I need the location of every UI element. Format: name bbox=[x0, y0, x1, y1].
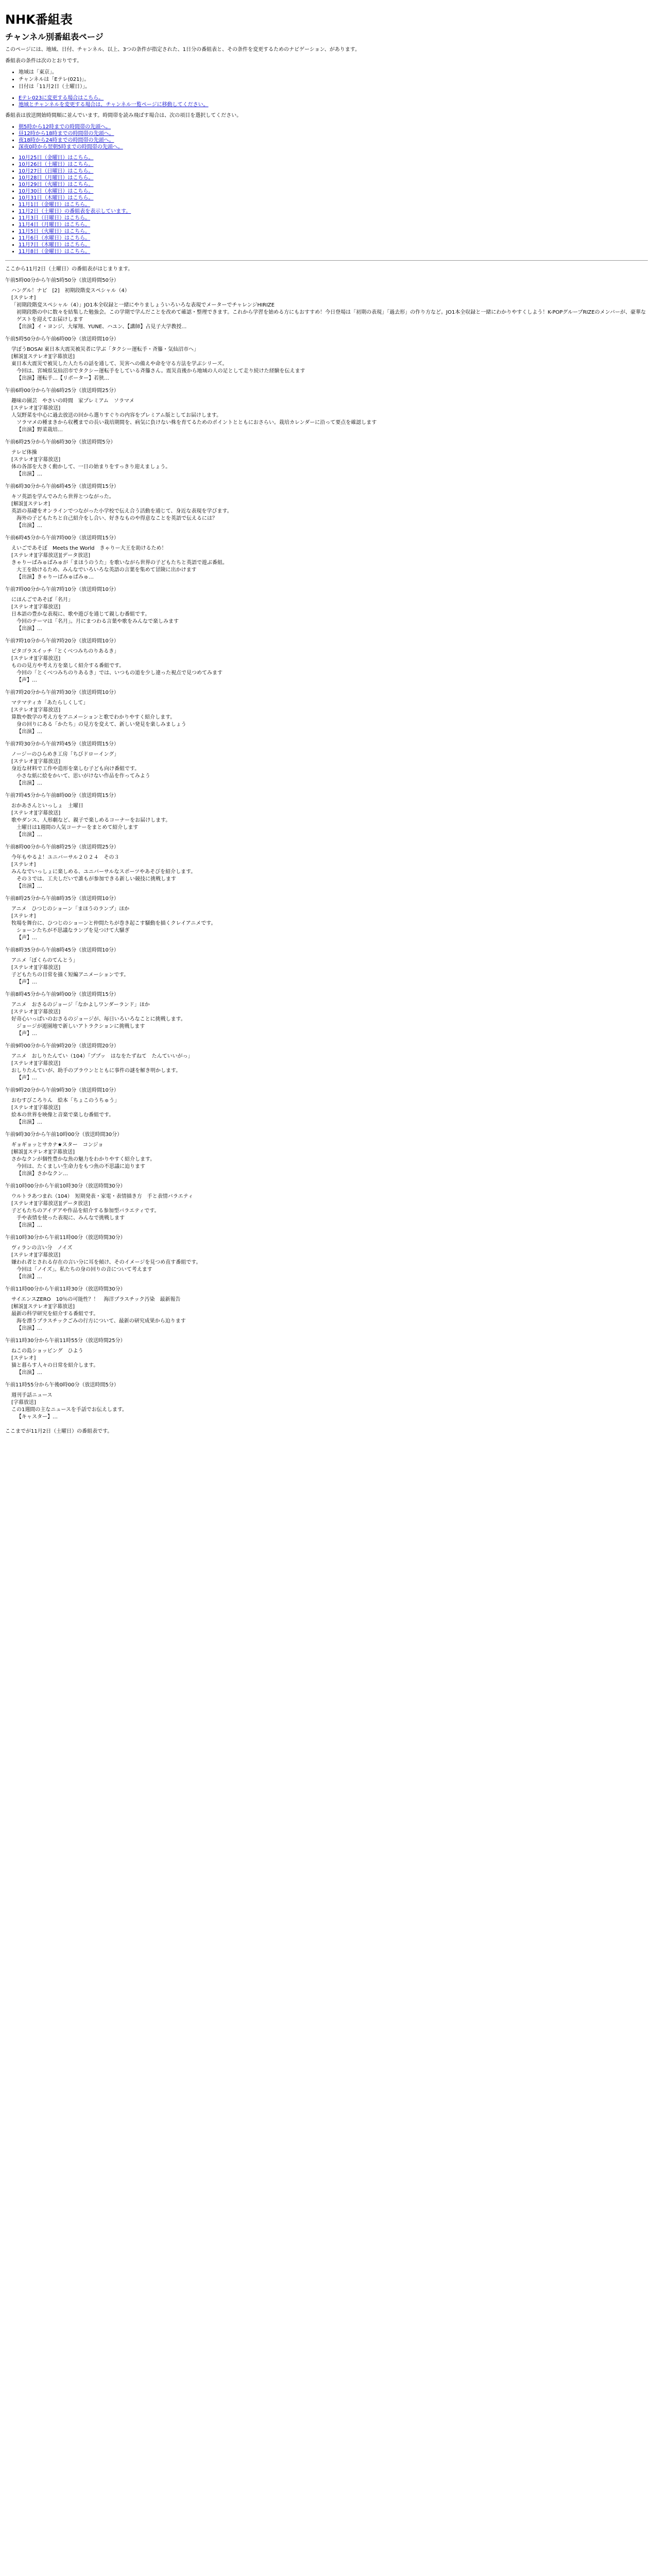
date-link-item bbox=[19, 222, 648, 228]
program-detail: 【出演】… bbox=[16, 1223, 42, 1228]
program-title: 週刊手話ニュース bbox=[11, 1393, 53, 1398]
program-body bbox=[5, 1392, 648, 1421]
program-detail: 今回のテーマは「名月」。月にまつわる言葉や歌をみんなで楽しみます bbox=[16, 619, 179, 624]
program-time: 午前9時20分から午前9時30分（放送時間10分） bbox=[5, 1088, 119, 1093]
program-label: [ステレオ] bbox=[11, 295, 36, 301]
schedule-end-note: ここまでが11月2日（土曜日）の番組表です。 bbox=[5, 1429, 113, 1434]
time-link-evening[interactable]: 夜18時から24時までの時間帯の先頭へ。 bbox=[19, 138, 114, 143]
program-description: 日本語の豊かな表現に、歌や遊びを通じて親しむ番組です。 bbox=[11, 612, 150, 617]
program-description: 絵本の世界を映像と音楽で楽しむ番組です。 bbox=[11, 1112, 114, 1118]
program-body bbox=[5, 1193, 648, 1229]
date-link[interactable]: 10月31日（木曜日）はこちら。 bbox=[19, 195, 94, 201]
program-list bbox=[5, 277, 648, 1421]
program-body bbox=[5, 545, 648, 581]
program-time: 午前7時30分から午前7時45分（放送時間15分） bbox=[5, 741, 119, 747]
program-description: 体の各部を大きく動かして、一日の始まりをすっきり迎えましょう。 bbox=[11, 464, 171, 470]
program-description: 人気野菜を中心に過去放送の回から選りすぐりの内容をプレミアム版としてお届けします。 bbox=[11, 413, 222, 418]
program-detail: 今回は、宮城県気仙沼市でタクシー運転手をしている斉籐さん。震災直後から地域の人の足として走り続けた経験を伝えます bbox=[16, 368, 305, 374]
program-label: [ステレオ][字幕放送] bbox=[11, 810, 61, 816]
program-body bbox=[5, 1142, 648, 1178]
schedule-start-heading: ここから11月2日（土曜日）の番組表がはじまります。 bbox=[5, 266, 133, 272]
program-title: おむすびころりん 絵本「ちょこのうちゅう」 bbox=[11, 1098, 119, 1104]
condition-item: • 地域は「東京」。 bbox=[19, 69, 648, 76]
time-link-morning[interactable]: 朝5時から12時までの時間帯の先頭へ。 bbox=[19, 124, 111, 130]
program-body bbox=[5, 1002, 648, 1038]
program-body bbox=[5, 751, 648, 787]
date-link-item bbox=[19, 242, 648, 248]
program-description: 最新の科学研究を紹介する番組です。 bbox=[11, 1311, 99, 1317]
program-description: 身近な材料で工作や造形を楽しむ子ども向け番組です。 bbox=[11, 766, 140, 772]
program-entry bbox=[5, 483, 648, 530]
program-label: [ステレオ][字幕放送][データ放送] bbox=[11, 1201, 91, 1207]
time-links bbox=[5, 124, 648, 150]
program-entry bbox=[5, 844, 648, 890]
date-link-current[interactable]: 11月2日（土曜日）の番組表を表示しています。 bbox=[19, 209, 131, 214]
program-time: 午前5時00分から午前5時50分（放送時間50分） bbox=[5, 278, 119, 283]
change-link-item bbox=[19, 101, 648, 108]
program-description: 好奇心いっぱいのおさるのジョージが、毎日いろいろなことに挑戦します。 bbox=[11, 1016, 186, 1022]
program-label: [字幕放送] bbox=[11, 1400, 36, 1405]
program-title: ヴィランの言い分 ノイズ bbox=[11, 1245, 73, 1251]
program-body bbox=[5, 957, 648, 986]
date-link-item bbox=[19, 228, 648, 235]
date-link-item bbox=[19, 188, 648, 195]
program-detail: 【キャスター】… bbox=[16, 1414, 58, 1420]
program-description: さかなクンが個性豊かな魚の魅力をわかりやすく紹介します。 bbox=[11, 1157, 156, 1162]
program-detail: 今回は「ノイズ」。私たちの身の回りの音について考えます bbox=[16, 1267, 152, 1273]
date-link[interactable]: 11月8日（金曜日）はこちら。 bbox=[19, 249, 91, 255]
program-time: 午前8時45分から午前9時00分（放送時間15分） bbox=[5, 992, 119, 997]
program-label: [ステレオ][字幕放送] bbox=[11, 1252, 61, 1258]
program-title: ピタゴラスイッチ「とくべつみちのりあるき」 bbox=[11, 649, 119, 654]
program-body bbox=[5, 803, 648, 839]
program-title: サイエンスZERO 10％の可能性？！ 海洋プラスチック汚染 最新報告 bbox=[11, 1297, 181, 1302]
program-detail: 【声】… bbox=[16, 979, 37, 985]
program-detail: 海外の子どもたちと自己紹介をし合い、好きなものや得意なことを英語で伝えるには？ bbox=[16, 516, 217, 521]
program-label: [ステレオ][字幕放送][データ放送] bbox=[11, 553, 91, 558]
program-body bbox=[5, 700, 648, 736]
program-detail: 【出演】… bbox=[16, 729, 42, 735]
program-time: 午前6時00分から午前6時25分（放送時間25分） bbox=[5, 388, 119, 394]
program-entry bbox=[5, 336, 648, 382]
program-label: [解説][ステレオ] bbox=[11, 501, 50, 507]
program-time: 午前6時30分から午前6時45分（放送時間15分） bbox=[5, 484, 119, 489]
program-body bbox=[5, 346, 648, 382]
divider bbox=[5, 260, 648, 261]
program-body bbox=[5, 854, 648, 890]
date-link-item bbox=[19, 161, 648, 168]
program-detail: 【出演】… bbox=[16, 1326, 42, 1331]
program-body bbox=[5, 648, 648, 684]
program-detail: 初期段階の中に数々を結集した勉強会。この学期で学んだことを改めて確認・整理できます。これから学習を始める方にもおすすめ！今日登場は「初期の表現」「過去形」の作り方など。JO1本全収録と一緒にわかりやすくしよう！K-POPグループRIZEのメンバーが、豪華なゲストを迎えてお届けします bbox=[16, 310, 646, 323]
program-entry bbox=[5, 387, 648, 434]
date-link[interactable]: 11月6日（水曜日）はこちら。 bbox=[19, 235, 91, 241]
program-entry bbox=[5, 586, 648, 633]
program-title: アニメ おさるのジョージ「なかよしワンダーランド」ほか bbox=[11, 1002, 150, 1008]
program-label: [解説][ステレオ][字幕放送] bbox=[11, 1149, 75, 1155]
conditions-list bbox=[5, 69, 648, 91]
program-description: 東日本大震災で被災した人たちの話を通して、災害への備えや命を守る方法を学ぶシリーズ。 bbox=[11, 361, 228, 367]
program-body bbox=[5, 1348, 648, 1377]
program-detail: 【声】… bbox=[16, 1031, 37, 1037]
program-detail: 土曜日は1週間の人気コーナーをまとめて紹介します bbox=[16, 825, 139, 831]
page-title: NHK番組表 bbox=[5, 12, 73, 27]
date-link-item bbox=[19, 175, 648, 181]
program-time: 午前6時25分から午前6時30分（放送時間5分） bbox=[5, 439, 116, 445]
program-entry bbox=[5, 895, 648, 942]
program-entry bbox=[5, 1043, 648, 1082]
time-link-afternoon[interactable]: 昼12時から18時までの時間帯の先頭へ。 bbox=[19, 131, 114, 137]
program-label: [ステレオ][字幕放送] bbox=[11, 707, 61, 713]
program-entry bbox=[5, 439, 648, 478]
program-description: きゃりーぱみゅぱみゅが「まほうのうた」を歌いながら世界の子どもたちと英語で遊ぶ番組。 bbox=[11, 560, 228, 566]
date-link-item bbox=[19, 248, 648, 255]
program-time: 午前7時10分から午前7時20分（放送時間10分） bbox=[5, 638, 119, 644]
program-detail: 【出演】… bbox=[16, 1120, 42, 1125]
program-time: 午前7時00分から午前7時10分（放送時間10分） bbox=[5, 587, 119, 592]
program-body bbox=[5, 1245, 648, 1281]
program-detail: 【出演】運転手…【リポーター】若狭… bbox=[16, 376, 109, 381]
program-body bbox=[5, 287, 648, 331]
date-link[interactable]: 11月5日（火曜日）はこちら。 bbox=[19, 229, 91, 234]
change-link-item bbox=[19, 95, 648, 101]
program-time: 午前9時30分から午前10時00分（放送時間30分） bbox=[5, 1132, 123, 1138]
program-detail: 【出演】… bbox=[16, 471, 42, 477]
program-entry bbox=[5, 638, 648, 684]
program-title: おかあさんといっしょ 土曜日 bbox=[11, 803, 83, 809]
date-link[interactable]: 11月3日（日曜日）はこちら。 bbox=[19, 215, 91, 221]
program-label: [ステレオ][字幕放送] bbox=[11, 604, 61, 610]
program-title: キソ英語を学んでみたら世界とつながった。 bbox=[11, 494, 114, 500]
program-title: えいごであそぼ Meets the World きゃりー大王を助けるため！ bbox=[11, 546, 167, 551]
program-entry bbox=[5, 1087, 648, 1126]
program-entry bbox=[5, 1183, 648, 1229]
program-label: [ステレオ][字幕放送] bbox=[11, 759, 61, 765]
program-title: ノージーのひらめき工房「ちびドローイング」 bbox=[11, 752, 119, 757]
program-description: この1週間の主なニュースを手話でお伝えします。 bbox=[11, 1407, 128, 1413]
program-detail: 今回の「とくべつみちのりあるき」では、いつもの道を少し違った視点で見つめてみます bbox=[16, 670, 222, 676]
date-link[interactable]: 10月28日（月曜日）はこちら。 bbox=[19, 175, 94, 181]
program-description: 子どもたちのアイデアや作品を紹介する参加型バラエティです。 bbox=[11, 1208, 160, 1214]
program-detail: 小さな紙に絵をかいて、思いがけない作品を作ってみよう bbox=[16, 773, 150, 779]
program-detail: 【出演】… bbox=[16, 1274, 42, 1280]
program-title: マテマティカ「あたらしくして」 bbox=[11, 700, 89, 706]
program-label: [ステレオ][字幕放送] bbox=[11, 1061, 61, 1066]
date-link-item bbox=[19, 195, 648, 201]
program-title: 今年もやるよ！ユニバーサル２０２４ その３ bbox=[11, 855, 119, 860]
program-detail: 【出演】… bbox=[16, 626, 42, 632]
program-label: [ステレオ][字幕放送] bbox=[11, 405, 61, 411]
program-time: 午前5時50分から午前6時00分（放送時間10分） bbox=[5, 336, 119, 342]
program-body bbox=[5, 494, 648, 530]
date-link-item bbox=[19, 215, 648, 222]
program-detail: 【出演】… bbox=[16, 781, 42, 786]
program-label: [ステレオ] bbox=[11, 1355, 36, 1361]
date-link-item bbox=[19, 155, 648, 161]
program-time: 午前11時00分から午前11時30分（放送時間30分） bbox=[5, 1286, 126, 1292]
program-detail: ショーンたちが不思議なランプを見つけて大騒ぎ bbox=[16, 928, 130, 934]
program-label: [ステレオ][字幕放送] bbox=[11, 457, 61, 463]
program-entry bbox=[5, 1382, 648, 1421]
program-entry bbox=[5, 1234, 648, 1281]
program-time: 午前11時30分から午前11時55分（放送時間25分） bbox=[5, 1338, 126, 1344]
program-label: [ステレオ] bbox=[11, 862, 36, 868]
date-link-item bbox=[19, 208, 648, 215]
page-subtitle: チャンネル別番組表ページ bbox=[5, 32, 104, 42]
change-channel-link[interactable]: Eテレ023に変更する場合はこちら。 bbox=[19, 95, 104, 101]
change-links bbox=[5, 95, 648, 108]
program-description: おしりたんていが、助手のブラウンとともに事件の謎を解き明かします。 bbox=[11, 1068, 181, 1074]
date-link[interactable]: 11月7日（木曜日）はこちら。 bbox=[19, 242, 91, 248]
program-title: ハングル！ナビ [2] 初期段階変スペシャル（4） bbox=[11, 288, 130, 294]
program-description: 歌やダンス、人形劇など、親子で楽しめるコーナーをお届けします。 bbox=[11, 818, 171, 823]
date-links bbox=[5, 155, 648, 255]
program-time: 午前6時45分から午前7時00分（放送時間15分） bbox=[5, 535, 119, 541]
date-link[interactable]: 10月27日（日曜日）はこちら。 bbox=[19, 168, 94, 174]
program-time: 午前8時25分から午前8時35分（放送時間10分） bbox=[5, 896, 119, 902]
program-label: [ステレオ][字幕放送] bbox=[11, 656, 61, 662]
program-title: 学ぼうBOSAI 東日本大震災被災者に学ぶ「タクシー運転手・斉籐・気仙沼市へ」 bbox=[11, 347, 199, 352]
program-time: 午前11時55分から午後0時00分（放送時間5分） bbox=[5, 1382, 119, 1388]
date-link[interactable]: 10月30日（水曜日）はこちら。 bbox=[19, 189, 94, 194]
program-entry bbox=[5, 535, 648, 581]
program-label: [解説][ステレオ][字幕放送] bbox=[11, 354, 75, 360]
program-title: アニメ ひつじのショーン「まほうのランプ」ほか bbox=[11, 906, 130, 912]
program-label: [ステレオ][字幕放送] bbox=[11, 1105, 61, 1111]
program-description: 嫌われ者とされる存在の言い分に耳を傾け、そのイメージを見つめ直す番組です。 bbox=[11, 1260, 201, 1265]
program-label: [解説][ステレオ][字幕放送] bbox=[11, 1304, 75, 1310]
program-time: 午前10時30分から午前11時00分（放送時間30分） bbox=[5, 1235, 126, 1241]
program-entry bbox=[5, 741, 648, 787]
date-link[interactable]: 11月4日（月曜日）はこちら。 bbox=[19, 222, 91, 228]
program-body bbox=[5, 597, 648, 633]
program-detail: 【声】… bbox=[16, 935, 37, 941]
program-entry bbox=[5, 1286, 648, 1332]
page-intro: このページには、地域、日付、チャンネル、以上、3つの条件が指定された、1日分の番組表と、その条件を変更するためのナビゲーション、があります。 bbox=[5, 47, 360, 53]
program-detail: ソラマメの種まきから収穫までの長い栽培期間を、病気に負けない株を育てるためのポイントとともにおさらい。栽培カレンダーに沿って要点を確認します bbox=[16, 420, 377, 426]
program-body bbox=[5, 1053, 648, 1082]
program-body bbox=[5, 1097, 648, 1126]
conditions-heading: 番組表の条件は次のとおりです。 bbox=[5, 58, 82, 64]
program-description: 英語の基礎をオンラインでつながった小学校で伝え合う活動を通じて、身近な表現を学びます。 bbox=[11, 509, 232, 514]
program-title: アニメ おしりたんてい（104）「ププッ はなをたずねて たんていいがっ」 bbox=[11, 1054, 193, 1059]
program-entry bbox=[5, 1131, 648, 1178]
program-detail: 【出演】… bbox=[16, 1370, 42, 1376]
program-label: [ステレオ][字幕放送] bbox=[11, 965, 61, 971]
program-title: テレビ体操 bbox=[11, 450, 37, 455]
date-link-item bbox=[19, 235, 648, 242]
program-detail: 【出演】… bbox=[16, 832, 42, 838]
change-region-link[interactable]: 地域とチャンネルを変更する場合は、チャンネル一覧ページに移動してください。 bbox=[19, 102, 209, 108]
program-detail: 【出演】野菜栽培… bbox=[16, 427, 63, 433]
time-link-item bbox=[19, 130, 648, 137]
program-entry bbox=[5, 792, 648, 839]
program-detail: 今回は、たくましい生命力をもつ魚の不思議に迫ります bbox=[16, 1164, 145, 1170]
program-title: 趣味の園芸 やさいの時間 家プレミアム ソラマメ bbox=[11, 398, 134, 404]
program-detail: 【出演】イ・ヨンジ、大塚翔、YUNE、ハユン、【講師】占見子大学教授… bbox=[16, 324, 187, 330]
program-label: [ステレオ][字幕放送] bbox=[11, 1009, 61, 1015]
program-detail: 【出演】さかなクン… bbox=[16, 1171, 68, 1177]
date-link[interactable]: 10月26日（土曜日）はこちら。 bbox=[19, 162, 94, 167]
program-entry bbox=[5, 689, 648, 736]
program-detail: ジョージが遊園地で新しいアトラクションに挑戦します bbox=[16, 1024, 145, 1029]
program-description: ものの見方や考え方を楽しく紹介する番組です。 bbox=[11, 663, 125, 669]
date-link[interactable]: 10月25日（金曜日）はこちら。 bbox=[19, 155, 94, 161]
program-title: アニメ「ぼくらのてんとう」 bbox=[11, 958, 78, 963]
program-description: 牧場を舞台に、ひつじのショーンと仲間たちが巻き起こす騒動を描くクレイアニメです。 bbox=[11, 921, 216, 926]
program-detail: 【声】… bbox=[16, 677, 37, 683]
program-entry bbox=[5, 991, 648, 1038]
date-link[interactable]: 10月29日（火曜日）はこちら。 bbox=[19, 182, 94, 188]
program-time: 午前8時35分から午前8時45分（放送時間10分） bbox=[5, 947, 119, 953]
time-link-item bbox=[19, 137, 648, 144]
program-detail: 大王を助けるため、みんなでいろいろな英語の言葉を集めて冒険に出かけます bbox=[16, 567, 197, 573]
condition-item: • チャンネルは「Eテレ(021)」。 bbox=[19, 76, 648, 83]
time-link-item bbox=[19, 124, 648, 130]
program-title: ウルトラあつまれ（104） 短期発表・家電・表情描き方 手と表情バラエティ bbox=[11, 1194, 193, 1199]
program-time: 午前7時20分から午前7時30分（放送時間10分） bbox=[5, 690, 119, 696]
program-body bbox=[5, 449, 648, 478]
program-description: 算数や数学の考え方をアニメーションと歌でわかりやすく紹介します。 bbox=[11, 715, 176, 720]
program-time: 午前9時00分から午前9時20分（放送時間20分） bbox=[5, 1043, 119, 1049]
program-detail: 【出演】… bbox=[16, 884, 42, 889]
time-link-item bbox=[19, 144, 648, 150]
program-entry bbox=[5, 1337, 648, 1377]
program-label: [ステレオ] bbox=[11, 913, 36, 919]
program-description: 子どもたちの日常を描く短編アニメーションです。 bbox=[11, 972, 129, 978]
program-detail: 海を漂うプラスチックごみの行方について、最新の研究成果から迫ります bbox=[16, 1318, 186, 1324]
program-title: ギョギョッとサカナ★スター コンジョ bbox=[11, 1142, 104, 1148]
program-entry bbox=[5, 947, 648, 986]
program-title: にほんごであそぼ「名月」 bbox=[11, 597, 73, 603]
program-detail: 【出演】きゃりーぱみゅぱみゅ… bbox=[16, 574, 94, 580]
program-body bbox=[5, 398, 648, 434]
condition-item: • 日付は「11月2日（土曜日）」。 bbox=[19, 83, 648, 91]
program-detail: 【出演】… bbox=[16, 523, 42, 529]
program-body bbox=[5, 906, 648, 942]
program-body bbox=[5, 1296, 648, 1332]
program-time: 午前8時00分から午前8時25分（放送時間25分） bbox=[5, 844, 119, 850]
time-skip-note: 番組表は放送開始時間順に並んでいます。時間帯を読み飛ばす場合は、次の項目を選択してください。 bbox=[5, 113, 242, 118]
date-link-item bbox=[19, 168, 648, 175]
program-description: 猫と暮らす人々の日常を紹介します。 bbox=[11, 1363, 99, 1368]
program-detail: その３では、工夫しだいで誰もが参加できる新しい競技に挑戦します bbox=[16, 876, 176, 882]
date-link-item bbox=[19, 201, 648, 208]
program-entry bbox=[5, 277, 648, 331]
program-time: 午前7時45分から午前8時00分（放送時間15分） bbox=[5, 793, 119, 799]
date-link[interactable]: 11月1日（金曜日）はこちら。 bbox=[19, 202, 91, 208]
time-link-night[interactable]: 深夜0時から翌朝5時までの時間帯の先頭へ。 bbox=[19, 144, 123, 150]
date-link-item bbox=[19, 181, 648, 188]
program-detail: 身の回りにある「かたち」の見方を変えて、新しい発見を楽しみましょう bbox=[16, 722, 186, 727]
program-detail: 手や表情を使った表現に、みんなで挑戦します bbox=[16, 1215, 125, 1221]
program-detail: 【声】… bbox=[16, 1075, 37, 1081]
program-time: 午前10時00分から午前10時30分（放送時間30分） bbox=[5, 1183, 126, 1189]
program-title: ねこの島ショッピング ひよう bbox=[11, 1348, 83, 1354]
program-description: 「初期段階変スペシャル（4）」JO1本全収録と一緒にやりましょういろいろな表現でメーターでチャレンジHIRIZE bbox=[11, 302, 275, 308]
program-description: みんなでいっしょに楽しめる、ユニバーサルなスポーツやあそびを紹介します。 bbox=[11, 869, 196, 875]
